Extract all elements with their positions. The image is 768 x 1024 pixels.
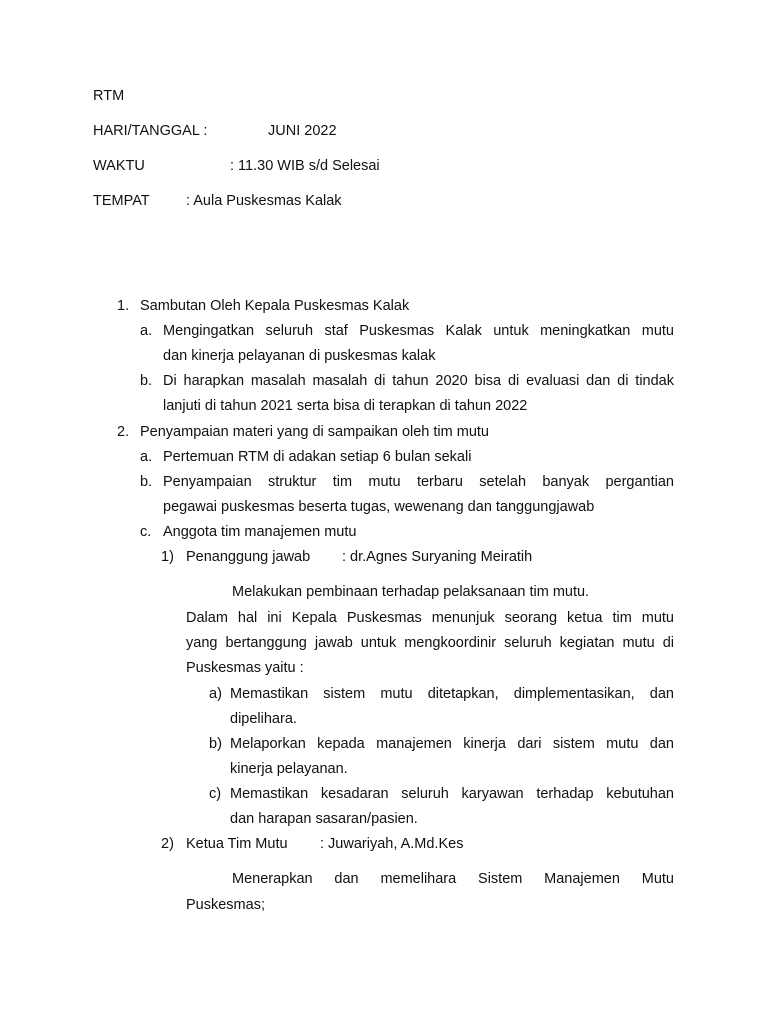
sub-item-line: Mengingatkan seluruh staf Puskesmas Kalak untuk meningkatkan mutu (163, 323, 674, 339)
point-line: dipelihara. (230, 711, 297, 727)
member-desc-line: yang bertanggung jawab untuk mengkoordinir seluruh kegiatan mutu di (186, 635, 674, 651)
point-line: Melaporkan kepada manajemen kinerja dari sistem mutu dan (230, 736, 674, 752)
member-number: 1) (161, 549, 174, 565)
sub-item-line: lanjuti di tahun 2021 serta bisa di terapkan di tahun 2022 (163, 398, 528, 414)
member-role: Penanggung jawab (186, 549, 311, 565)
member-name: : Juwariyah, A.Md.Kes (320, 836, 464, 852)
point-line: Memastikan kesadaran seluruh karyawan terhadap kebutuhan (230, 786, 674, 802)
member-role: Ketua Tim Mutu (186, 836, 288, 852)
point-letter: c) (209, 786, 222, 802)
sub-item-letter: a. (140, 323, 153, 339)
sub-item-letter: b. (140, 474, 153, 490)
waktu-label: WAKTU (93, 158, 145, 174)
list-item-number: 2. (117, 424, 130, 440)
sub-item-line: Pertemuan RTM di adakan setiap 6 bulan sekali (163, 449, 472, 465)
member-desc-line: Menerapkan dan memelihara Sistem Manajemen Mutu (232, 871, 674, 887)
document-title: RTM (93, 88, 125, 104)
list-item-text: Penyampaian materi yang di sampaikan oleh tim mutu (140, 424, 489, 440)
point-line: Memastikan sistem mutu ditetapkan, dimplementasikan, dan (230, 686, 674, 702)
sub-item-letter: a. (140, 449, 153, 465)
sub-item-line: Anggota tim manajemen mutu (163, 524, 357, 540)
point-line: kinerja pelayanan. (230, 761, 348, 777)
member-number: 2) (161, 836, 174, 852)
waktu-value: : 11.30 WIB s/d Selesai (230, 158, 380, 174)
list-item-number: 1. (117, 298, 130, 314)
member-desc-lead: Melakukan pembinaan terhadap pelaksanaan tim mutu. (232, 584, 590, 600)
point-line: dan harapan sasaran/pasien. (230, 811, 418, 827)
sub-item-line: dan kinerja pelayanan di puskesmas kalak (163, 348, 436, 364)
sub-item-letter: b. (140, 373, 153, 389)
member-desc-line: Puskesmas; (186, 897, 265, 913)
sub-item-letter: c. (140, 524, 152, 540)
point-letter: b) (209, 736, 222, 752)
sub-item-line: Penyampaian struktur tim mutu terbaru setelah banyak pergantian (163, 474, 674, 490)
tempat-value: : Aula Puskesmas Kalak (186, 193, 342, 209)
member-desc-line: Puskesmas yaitu : (186, 660, 304, 676)
tempat-label: TEMPAT (93, 193, 150, 209)
list-item-text: Sambutan Oleh Kepala Puskesmas Kalak (140, 298, 410, 314)
hari-value: JUNI 2022 (268, 123, 337, 139)
member-name: : dr.Agnes Suryaning Meiratih (342, 549, 533, 565)
point-letter: a) (209, 686, 222, 702)
sub-item-line: Di harapkan masalah masalah di tahun 2020 bisa di evaluasi dan di tindak (163, 373, 674, 389)
hari-label: HARI/TANGGAL : (93, 123, 208, 139)
sub-item-line: pegawai puskesmas beserta tugas, wewenang dan tanggungjawab (163, 499, 595, 515)
member-desc-line: Dalam hal ini Kepala Puskesmas menunjuk seorang ketua tim mutu (186, 610, 674, 626)
